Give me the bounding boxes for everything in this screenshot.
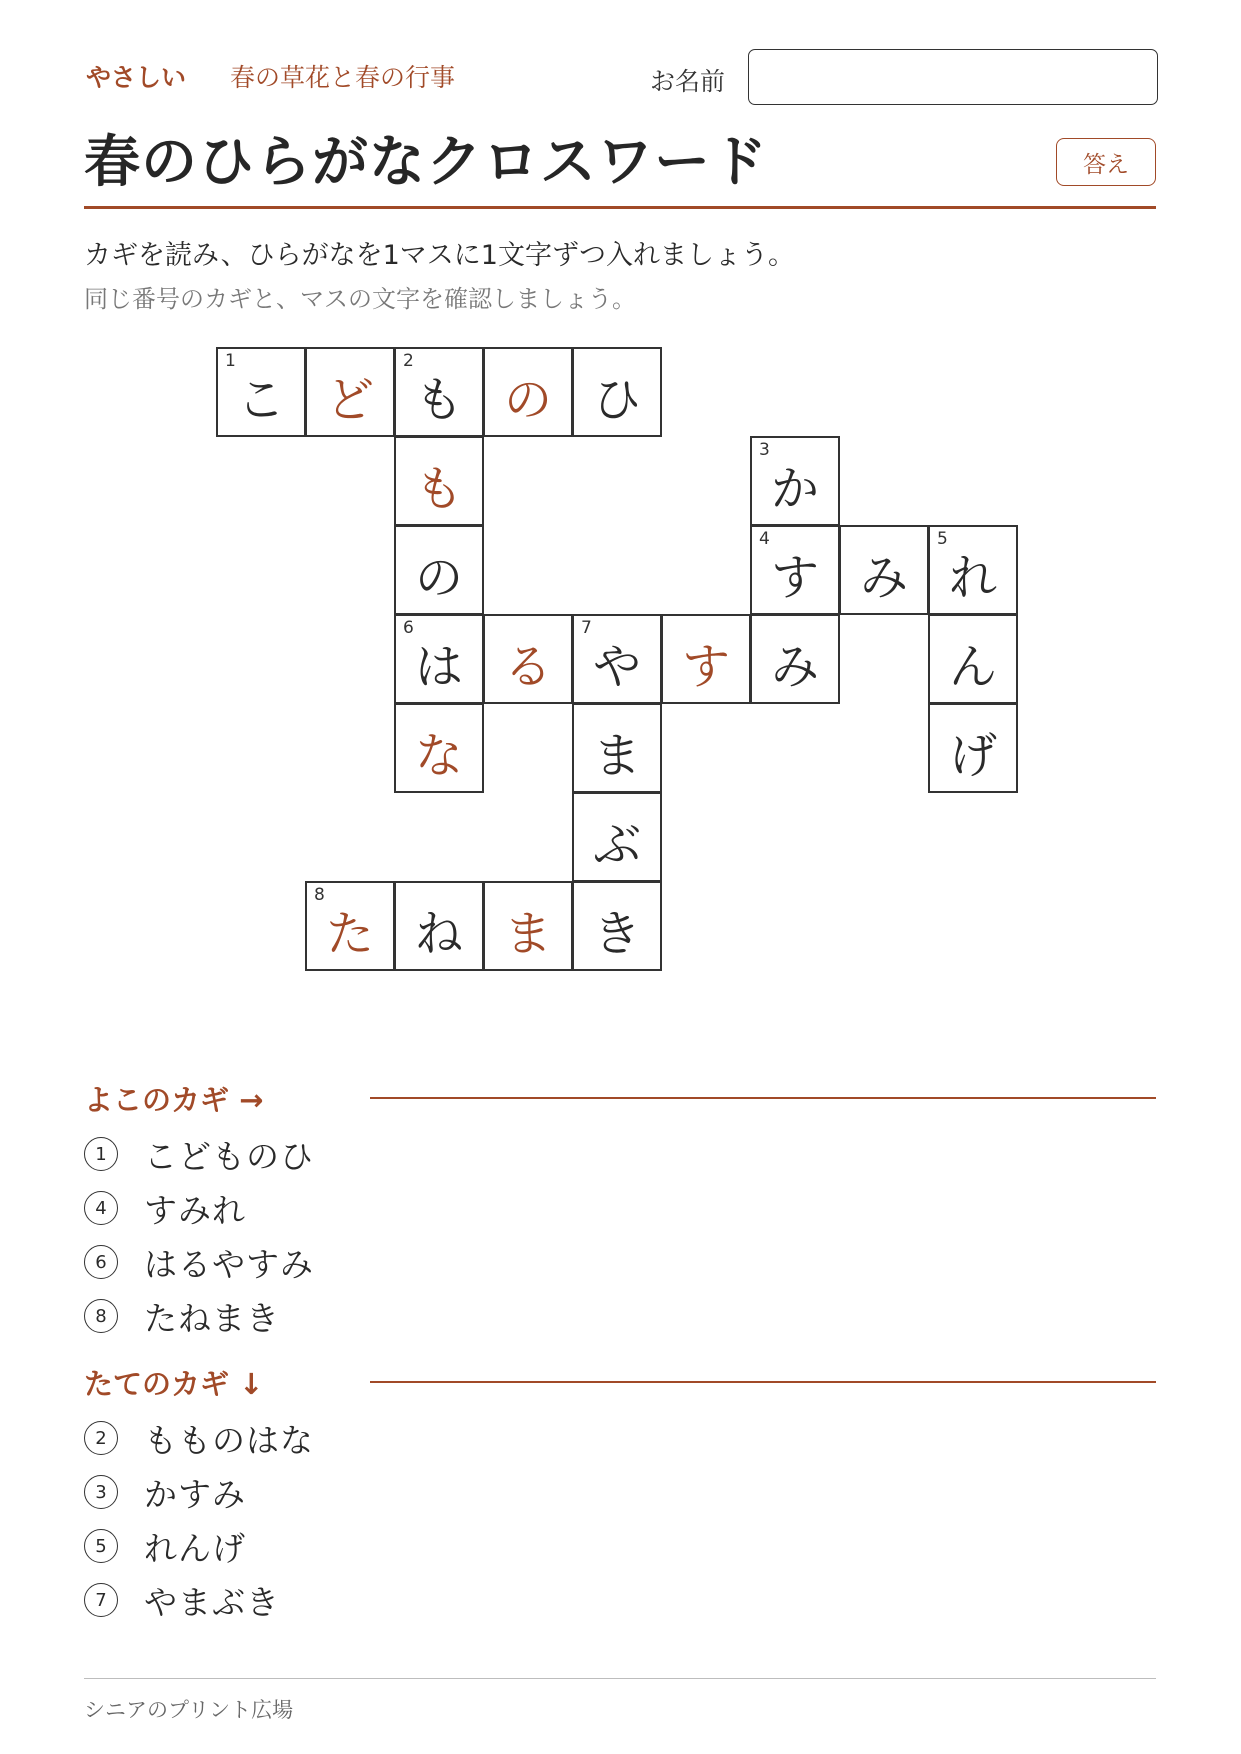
clue-number: 5 [937,529,948,549]
grid-cell[interactable] [305,881,395,971]
clue-text: かすみ [144,1474,246,1514]
clue-item [84,1186,246,1230]
cell-character: ま [592,727,641,784]
across-clues-heading: よこのカギ → [84,1083,264,1117]
footer-text: シニアのプリント広場 [84,1698,294,1722]
cell-character: や [592,638,641,695]
clue-number-circle: 8 [84,1299,118,1333]
clue-number: 2 [403,351,414,371]
grid-cell[interactable] [928,525,1018,615]
clue-item [84,1416,314,1460]
name-input-box[interactable] [748,49,1158,105]
clue-number-circle: 6 [84,1245,118,1279]
cell-character: ひ [592,371,641,428]
grid-cell[interactable] [572,703,662,793]
footer-divider [84,1678,1156,1679]
grid-cell[interactable] [483,881,573,971]
grid-cell[interactable] [394,703,484,793]
clue-item [84,1294,280,1338]
grid-cell[interactable] [305,347,395,437]
grid-cell[interactable] [394,614,484,704]
clue-number: 7 [581,618,592,638]
cell-character: こ [236,371,285,428]
instruction-line-1: カギを読み、ひらがなを1マスに1文字ずつ入れましょう。 [84,240,795,271]
clue-number: 4 [759,529,770,549]
cell-character: み [770,638,819,695]
cell-character: の [503,371,552,428]
clue-text: れんげ [144,1528,246,1568]
cell-character: も [414,460,463,517]
instruction-line-2: 同じ番号のカギと、マスの文字を確認しましょう。 [84,285,636,313]
cell-character: ん [948,638,997,695]
grid-cell[interactable] [394,436,484,526]
clue-number-circle: 3 [84,1475,118,1509]
grid-cell[interactable] [572,792,662,882]
cell-character: み [859,549,908,606]
clue-number-circle: 1 [84,1137,118,1171]
clue-number-circle: 5 [84,1529,118,1563]
cell-character: ど [325,371,374,428]
grid-cell[interactable] [928,703,1018,793]
cell-character: は [414,638,463,695]
cell-character: す [681,638,730,695]
clue-text: もものはな [144,1420,314,1460]
grid-cell[interactable] [216,347,306,437]
cell-character: な [414,727,463,784]
grid-cell[interactable] [483,614,573,704]
grid-cell[interactable] [750,614,840,704]
cell-character: た [325,905,374,962]
clue-item [84,1578,280,1622]
grid-cell[interactable] [394,347,484,437]
grid-cell[interactable] [661,614,751,704]
across-clues-divider [370,1097,1156,1099]
grid-cell[interactable] [394,881,484,971]
clue-number-circle: 7 [84,1583,118,1617]
clue-number-circle: 2 [84,1421,118,1455]
clue-number: 6 [403,618,414,638]
grid-cell[interactable] [928,614,1018,704]
cell-character: ま [503,905,552,962]
cell-character: も [414,371,463,428]
cell-character: れ [948,549,997,606]
page-title: 春のひらがなクロスワード [84,130,768,195]
clue-number: 8 [314,885,325,905]
clue-item [84,1524,246,1568]
clue-number: 3 [759,440,770,460]
clue-number: 1 [225,351,236,371]
cell-character: す [770,549,819,606]
clue-item [84,1470,246,1514]
difficulty-label: やさしい [86,63,187,92]
clue-number-circle: 4 [84,1191,118,1225]
clue-text: すみれ [144,1190,246,1230]
down-clues-divider [370,1381,1156,1383]
cell-character: の [414,549,463,606]
cell-character: ぶ [592,816,641,873]
name-label: お名前 [650,67,726,96]
grid-cell[interactable] [572,347,662,437]
cell-character: か [770,460,819,517]
grid-cell[interactable] [750,436,840,526]
down-clues-heading: たてのカギ ↓ [84,1367,264,1401]
cell-character: げ [948,727,997,784]
grid-cell[interactable] [394,525,484,615]
grid-cell[interactable] [483,347,573,437]
theme-label: 春の草花と春の行事 [230,63,456,92]
clue-text: やまぶき [144,1582,280,1622]
clue-text: はるやすみ [144,1244,314,1284]
cell-character: る [503,638,552,695]
grid-cell[interactable] [572,614,662,704]
grid-cell[interactable] [839,525,929,615]
clue-item [84,1132,314,1176]
clue-item [84,1240,314,1284]
crossword-grid [216,347,1026,977]
answer-badge: 答え [1056,138,1156,186]
grid-cell[interactable] [750,525,840,615]
clue-text: たねまき [144,1298,280,1338]
cell-character: き [592,905,641,962]
title-divider [84,206,1156,209]
grid-cell[interactable] [572,881,662,971]
cell-character: ね [414,905,463,962]
clue-text: こどものひ [144,1136,314,1176]
